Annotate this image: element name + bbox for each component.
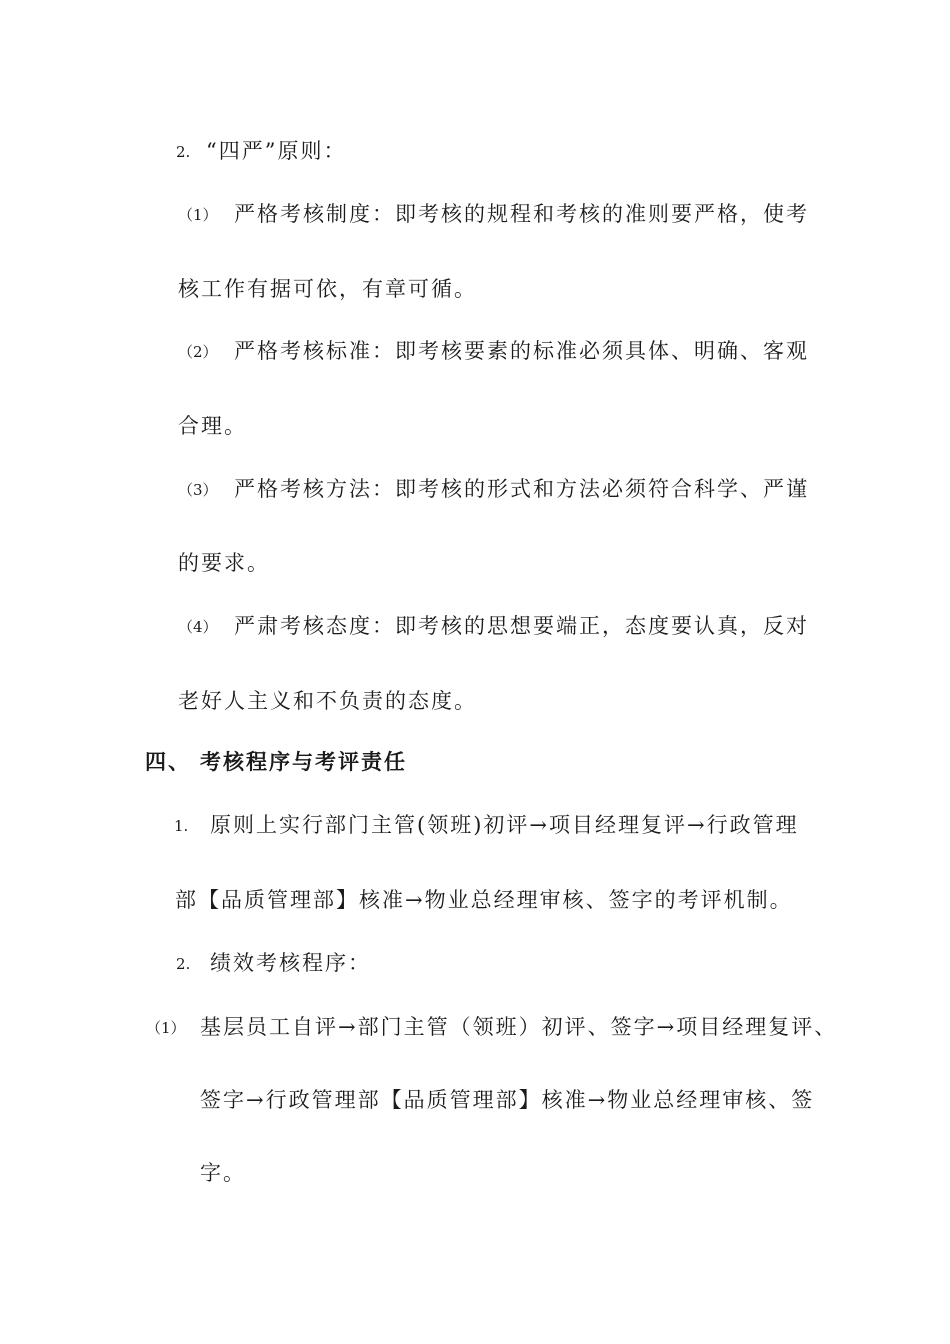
paragraph-line: 核工作有据可依，有章可循。	[178, 277, 477, 301]
item-title: 绩效考核程序：	[210, 951, 371, 975]
sub-item-number: （4）	[178, 618, 218, 636]
paragraph-line: 签字→行政管理部【品质管理部】核准→物业总经理审核、签	[200, 1088, 815, 1112]
sub-item-number: （2）	[178, 343, 218, 361]
item-number: 1.	[174, 817, 189, 835]
paragraph-line: 严格考核标准：即考核要素的标准必须具体、明确、客观	[234, 339, 809, 363]
item-title: “四严”原则：	[206, 139, 347, 163]
sub-item-number: （1）	[146, 1019, 186, 1037]
section-heading-number: 四、	[145, 749, 191, 774]
section-heading: 考核程序与考评责任	[200, 749, 407, 774]
paragraph-line: 基层员工自评→部门主管（领班）初评、签字→项目经理复评、	[200, 1015, 838, 1039]
paragraph-line: 的要求。	[178, 551, 270, 575]
sub-item-number: （1）	[178, 206, 218, 224]
paragraph-line: 原则上实行部门主管(领班)初评→项目经理复评→行政管理	[210, 813, 799, 837]
paragraph-line: 老好人主义和不负责的态度。	[178, 689, 477, 713]
item-number: 2.	[176, 955, 191, 973]
paragraph-line: 部【品质管理部】核准→物业总经理审核、签字的考评机制。	[175, 888, 793, 912]
sub-item-number: （3）	[178, 481, 218, 499]
paragraph-line: 严肃考核态度：即考核的思想要端正，态度要认真，反对	[234, 614, 809, 638]
item-number: 2.	[176, 143, 191, 161]
paragraph-line: 严格考核方法：即考核的形式和方法必须符合科学、严谨	[234, 477, 809, 501]
paragraph-line: 严格考核制度：即考核的规程和考核的准则要严格，使考	[234, 202, 809, 226]
paragraph-line: 合理。	[178, 414, 247, 438]
paragraph-line: 字。	[200, 1161, 246, 1185]
